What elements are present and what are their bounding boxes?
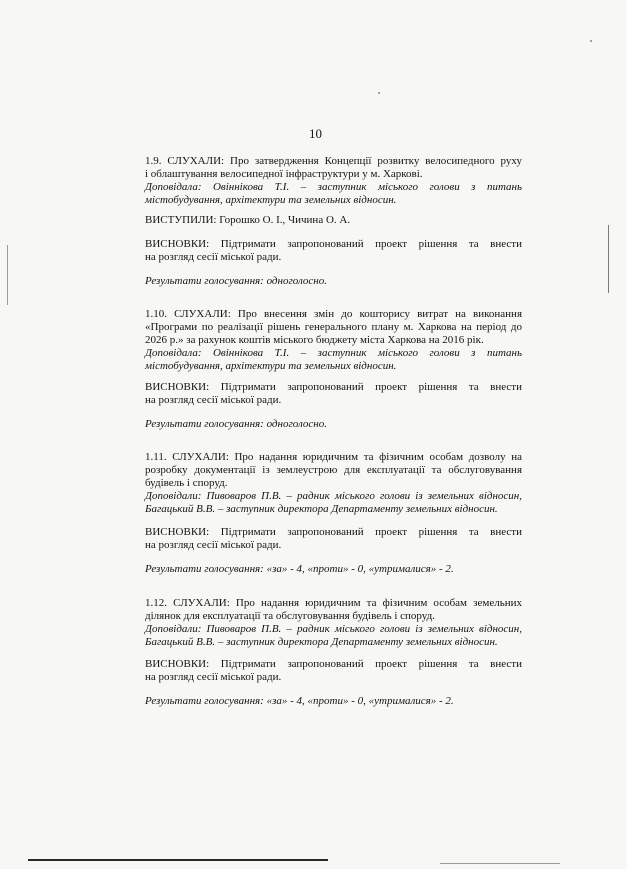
reporter-paragraph: Доповідали: Пивоваров П.В. – радник міського голови із земельних відносин, Багацький В.В. – заступник директора Департаменту земельних відносин. xyxy=(145,490,522,515)
reporter-paragraph: Доповідала: Овіннікова Т.І. – заступник міського голови з питань містобудування, архітектури та земельних відносин. xyxy=(145,347,522,372)
reporter-paragraph: Доповідали: Пивоваров П.В. – радник міського голови із земельних відносин, Багацький В.В. – заступник директора Департаменту земельних відносин. xyxy=(145,623,522,648)
voting-result: Результати голосування: «за» - 4, «проти» - 0, «утрималися» - 2. xyxy=(145,695,454,707)
conclusion-paragraph: ВИСНОВКИ: Підтримати запропонований проект рішення та внести на розгляд сесії міської ради. xyxy=(145,658,522,683)
conclusion-paragraph: ВИСНОВКИ: Підтримати запропонований проект рішення та внести на розгляд сесії міської ради. xyxy=(145,526,522,551)
voting-result: Результати голосування: одноголосно. xyxy=(145,418,327,430)
conclusion-paragraph: ВИСНОВКИ: Підтримати запропонований проект рішення та внести на розгляд сесії міської ради. xyxy=(145,381,522,406)
scan-edge-mark xyxy=(28,859,328,861)
heard-paragraph: 1.10. СЛУХАЛИ: Про внесення змін до кошторису витрат на виконання «Програми по реалізації рішень генерального плану м. Харкова на період до 2026 р.» за рахунок коштів міського бюджету міста Харкова на 2016 рік. xyxy=(145,308,522,346)
scan-speck xyxy=(378,92,380,94)
conclusion-paragraph: ВИСНОВКИ: Підтримати запропонований проект рішення та внести на розгляд сесії міської ради. xyxy=(145,238,522,263)
reporter-paragraph: Доповідала: Овіннікова Т.І. – заступник міського голови з питань містобудування, архітектури та земельних відносин. xyxy=(145,181,522,206)
scan-speck xyxy=(590,40,592,42)
voting-result: Результати голосування: «за» - 4, «проти» - 0, «утрималися» - 2. xyxy=(145,563,454,575)
scan-edge-mark xyxy=(7,245,8,305)
voting-result: Результати голосування: одноголосно. xyxy=(145,275,327,287)
heard-paragraph: 1.9. СЛУХАЛИ: Про затвердження Концепції розвитку велосипедного руху і облаштування велосипедної інфраструктури у м. Харкові. xyxy=(145,155,522,180)
heard-paragraph: 1.11. СЛУХАЛИ: Про надання юридичним та фізичним особам дозволу на розробку документації із землеустрою для експлуатації та обслуговування будівель і споруд. xyxy=(145,451,522,489)
page-number: 10 xyxy=(309,126,322,141)
heard-paragraph: 1.12. СЛУХАЛИ: Про надання юридичним та фізичним особам земельних ділянок для експлуатації та обслуговування будівель і споруд. xyxy=(145,597,522,622)
speakers-line: ВИСТУПИЛИ: Горошко О. І., Чичина О. А. xyxy=(145,214,351,226)
scan-edge-mark xyxy=(608,225,609,293)
scan-edge-mark xyxy=(440,863,560,864)
